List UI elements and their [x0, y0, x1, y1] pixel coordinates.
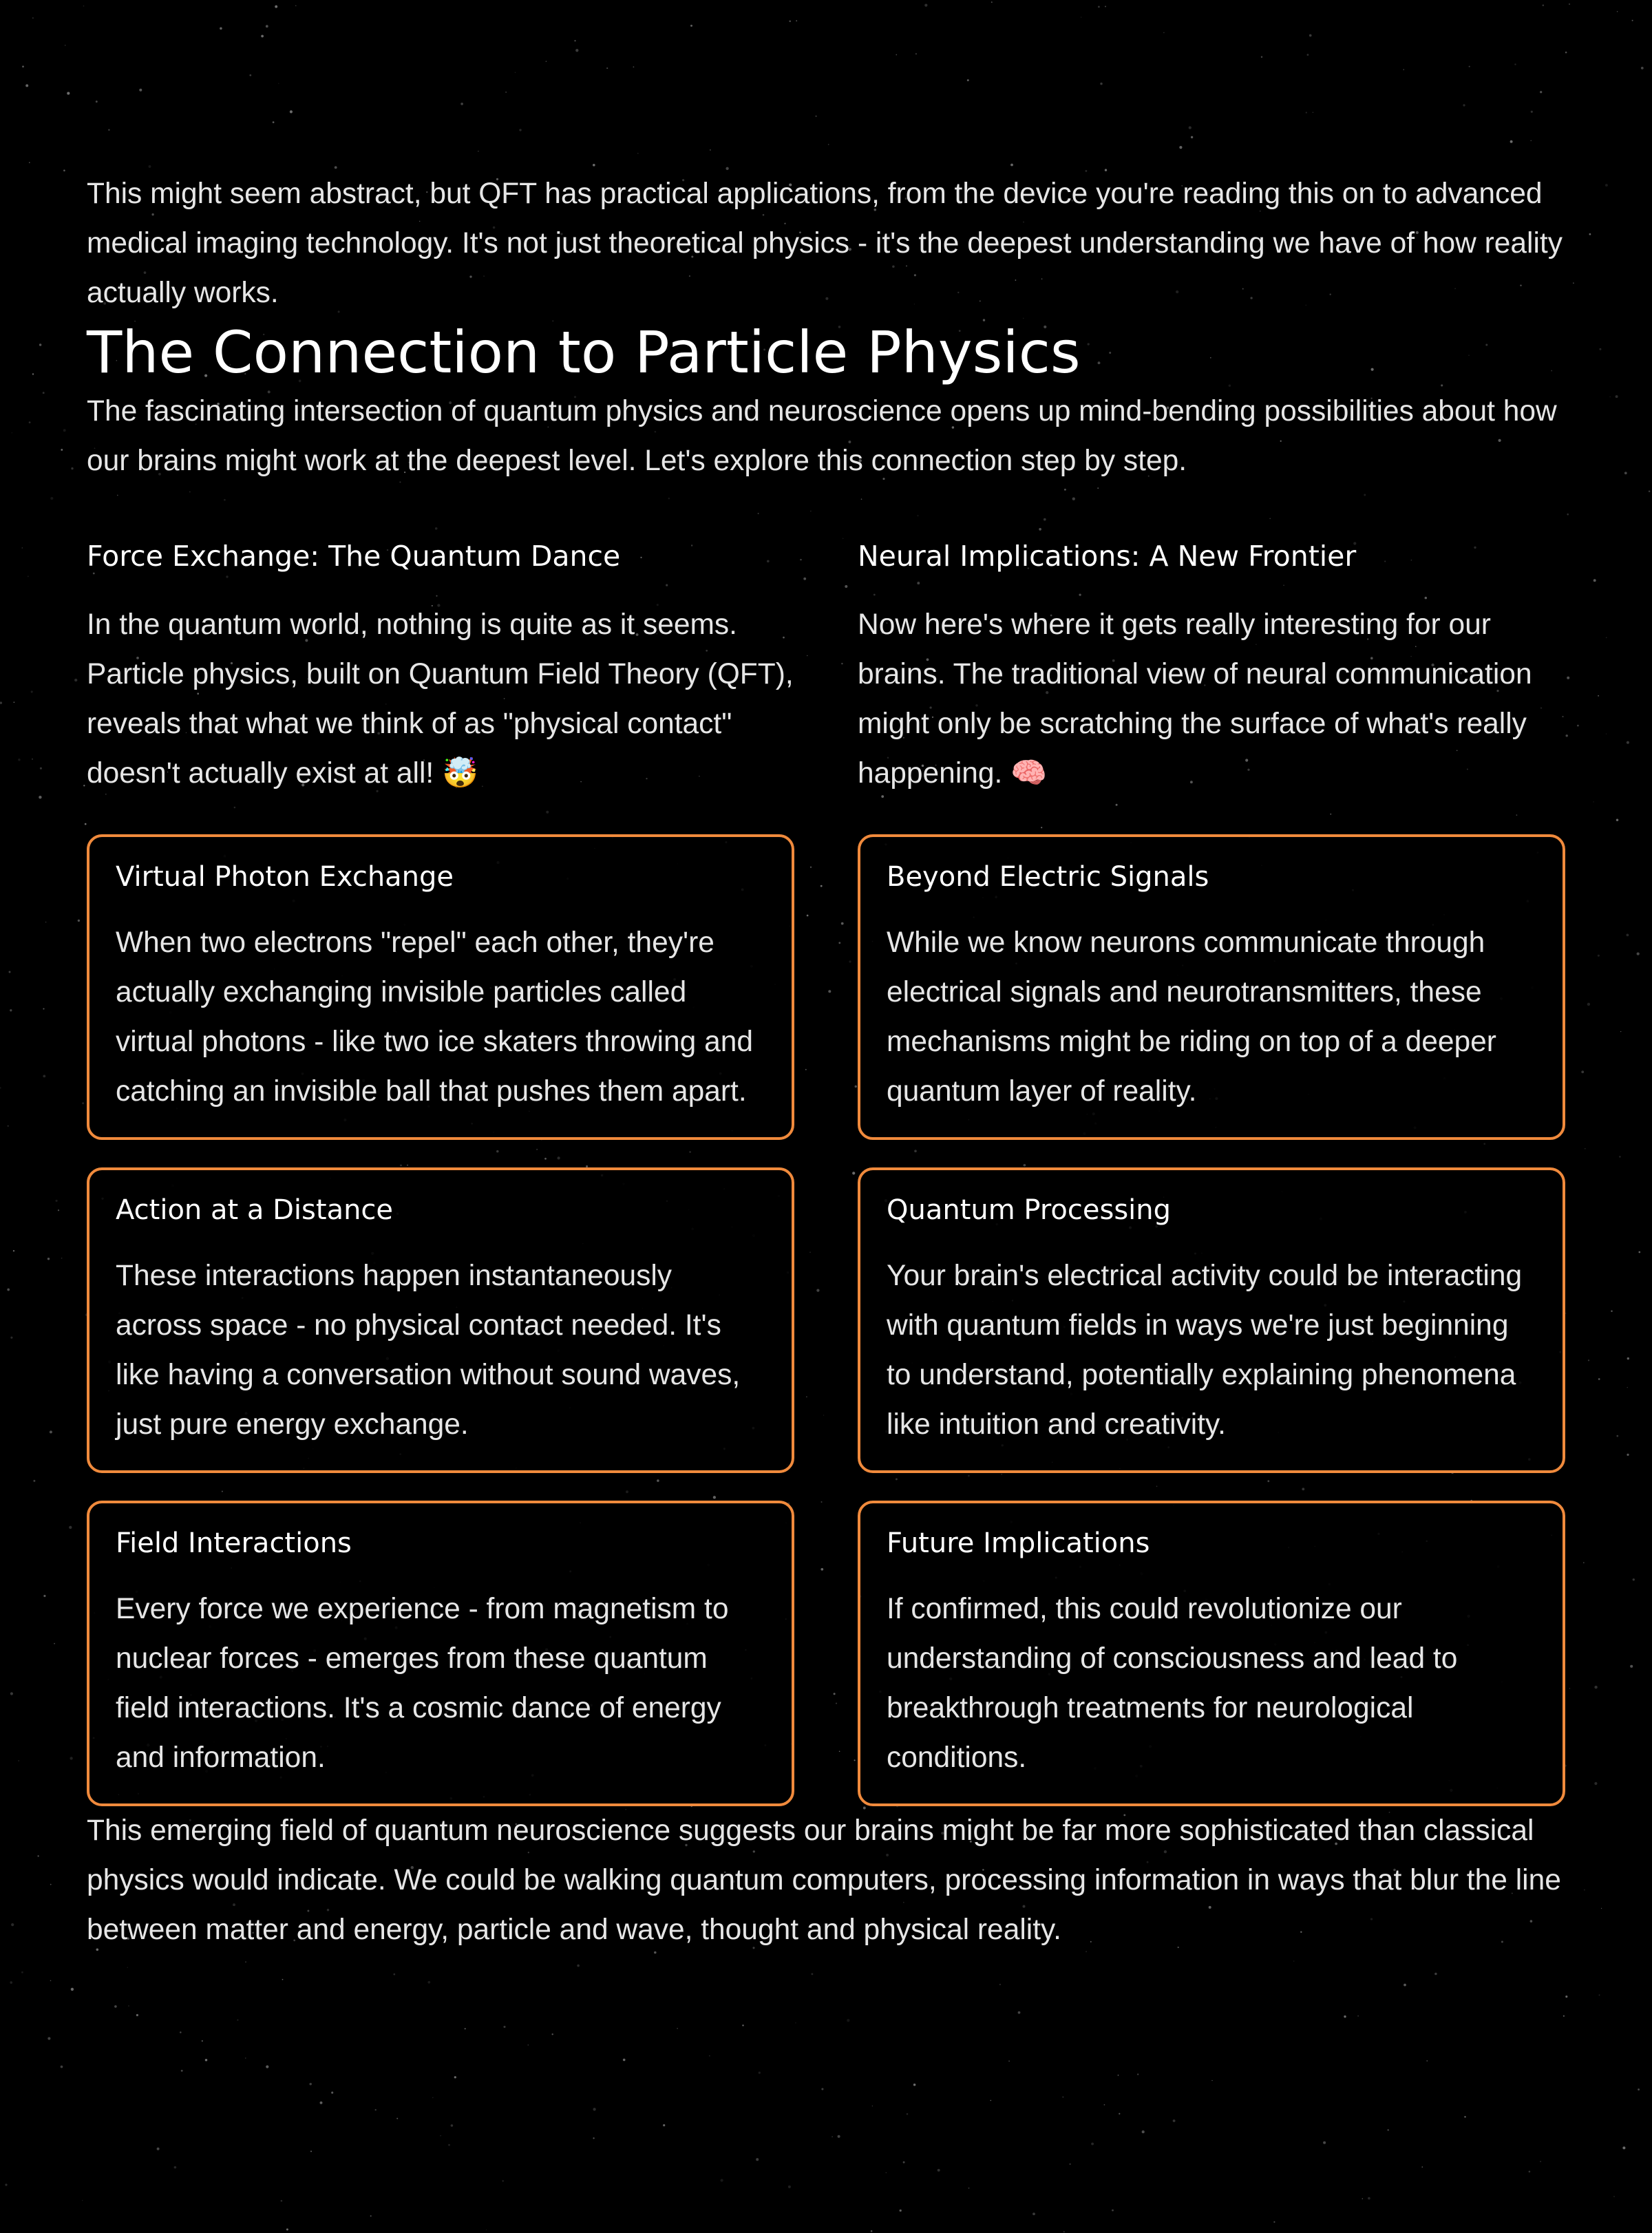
left-column-title: Force Exchange: The Quantum Dance: [87, 540, 621, 573]
star: [451, 2124, 454, 2127]
star: [56, 1200, 58, 1202]
outro-paragraph: This emerging field of quantum neuroscience suggests our brains might be far more sophisticated than classical physics would indicate. We could be walking quantum computers, processing information in ways that blur the line between matter and energy, particle and wave, thought and physical reality.: [87, 1814, 1561, 1946]
star: [900, 2210, 902, 2212]
star: [71, 467, 73, 469]
intro-paragraph: This might seem abstract, but QFT has practical applications, from the device you're reading this on to advanced medical imaging technology. It's not just theoretical physics - it's the deepest understanding we have of how reality actually works.: [87, 178, 1563, 309]
star: [1638, 1251, 1640, 1253]
section-title: The Connection to Particle Physics: [87, 319, 1081, 386]
star: [795, 2022, 796, 2024]
star: [847, 2019, 849, 2022]
star: [1567, 514, 1569, 516]
card-title: Quantum Processing: [887, 1194, 1172, 1226]
card-virtual-photon-exchange: [87, 834, 794, 1140]
star: [1563, 2015, 1565, 2017]
star: [1119, 2113, 1120, 2115]
star: [202, 2040, 203, 2042]
star: [1323, 2141, 1326, 2144]
star: [1091, 2143, 1094, 2146]
star: [811, 1973, 813, 1975]
star: [1632, 20, 1633, 21]
star: [61, 449, 63, 451]
star: [1434, 1973, 1437, 1976]
card-beyond-electric-signals: [858, 834, 1565, 1140]
star: [1638, 2088, 1640, 2091]
star: [1627, 1357, 1629, 1359]
star: [832, 2136, 833, 2137]
star: [1008, 2060, 1010, 2062]
star: [759, 2072, 761, 2074]
star: [11, 1923, 14, 1926]
star: [82, 1102, 84, 1104]
star: [1622, 2146, 1625, 2149]
star: [913, 2084, 916, 2086]
star: [677, 2028, 678, 2029]
star: [83, 6, 85, 7]
star: [181, 2070, 183, 2072]
star: [1630, 1665, 1633, 1668]
star: [1464, 2116, 1465, 2117]
star: [205, 2059, 207, 2061]
star: [83, 785, 85, 786]
star: [448, 2144, 450, 2146]
star: [50, 497, 53, 500]
star: [1565, 52, 1567, 54]
star: [838, 2135, 840, 2138]
star: [43, 1075, 45, 1077]
star: [1584, 1890, 1585, 1891]
star: [903, 2161, 905, 2163]
star: [551, 2033, 553, 2035]
card-text: These interactions happen instantaneously across space - no physical contact needed. It's like having a conversation without sound waves, just pure energy exchange.: [116, 1260, 741, 1441]
star: [375, 2109, 377, 2110]
star: [128, 2005, 129, 2007]
star: [1387, 2129, 1389, 2131]
star: [370, 2215, 372, 2216]
star: [58, 1209, 59, 1211]
star: [593, 2108, 595, 2110]
star: [1211, 2080, 1212, 2081]
star: [71, 1988, 74, 1991]
star: [1357, 2015, 1359, 2017]
star: [1611, 1311, 1612, 1312]
star: [1173, 2119, 1176, 2122]
star: [577, 1965, 580, 1967]
star: [180, 2031, 182, 2033]
card-title: Field Interactions: [116, 1527, 352, 1559]
star: [281, 2200, 283, 2202]
star: [503, 2026, 505, 2028]
star: [14, 701, 15, 703]
star: [1598, 695, 1599, 697]
star: [22, 65, 24, 67]
two-column-layout: [87, 536, 1565, 1806]
star: [396, 2118, 398, 2119]
card-text: When two electrons "repel" each other, they're actually exchanging invisible particles called virtual photons - like two ice skaters throwing and catching an invisible ball that pushes them apart.: [116, 927, 753, 1108]
star: [1573, 282, 1574, 284]
star: [593, 2137, 594, 2139]
star: [1587, 1003, 1590, 1006]
article-content: [87, 0, 1565, 1955]
star: [1593, 579, 1596, 582]
star: [1598, 955, 1600, 957]
star: [50, 1430, 52, 1433]
card-quantum-processing: [858, 1167, 1565, 1473]
star: [1273, 2221, 1275, 2223]
star: [1569, 3, 1570, 5]
star: [1613, 2196, 1615, 2197]
star: [1118, 2075, 1119, 2076]
left-column-text: In the quantum world, nothing is quite as it seems. Particle physics, built on Quantum Field Theory (QFT), reveals that what we think of as "physical contact" doesn't actually exist at all! 🤯: [87, 608, 794, 790]
star: [1293, 1960, 1294, 1961]
card-text: While we know neurons communicate through electrical signals and neurotransmitters, these mechanisms might be riding on top of a deeper quantum layer of reality.: [887, 927, 1496, 1108]
star: [286, 2228, 288, 2230]
star: [282, 1979, 284, 1980]
star: [1601, 1908, 1602, 1909]
star: [10, 1009, 12, 1011]
star: [742, 2024, 743, 2026]
star: [871, 2230, 873, 2232]
star: [886, 2172, 887, 2173]
right-column: [858, 536, 1565, 1806]
star: [47, 1258, 50, 1260]
star: [1637, 952, 1640, 955]
star: [663, 2124, 665, 2126]
star: [1583, 1562, 1585, 1563]
star: [114, 2005, 117, 2008]
star: [393, 1973, 395, 1976]
right-column-text: Now here's where it gets really interesting for our brains. The traditional view of neural communication might only be scratching the surface of what's really happening. 🧠: [858, 608, 1532, 790]
card-title: Virtual Photon Exchange: [116, 861, 454, 893]
star: [709, 2055, 710, 2057]
star: [1529, 2170, 1531, 2172]
star: [245, 1961, 246, 1962]
star: [38, 1855, 39, 1856]
star: [310, 2150, 312, 2152]
card-action-at-a-distance: [87, 1167, 794, 1473]
star: [174, 2166, 177, 2169]
star: [29, 421, 31, 423]
star: [1577, 725, 1579, 727]
star: [43, 392, 45, 394]
star: [70, 1757, 72, 1759]
star: [32, 17, 33, 18]
star: [1588, 1359, 1589, 1361]
star: [331, 2092, 333, 2094]
star: [157, 2148, 160, 2150]
right-column-title: Neural Implications: A New Frontier: [858, 540, 1357, 573]
star: [50, 1884, 52, 1885]
star: [50, 1980, 52, 1982]
star: [78, 920, 80, 922]
card-field-interactions: [87, 1501, 794, 1806]
card-text: Your brain's electrical activity could be interacting with quantum fields in ways we're just beginning to understand, potentially explaining phenomena like intuition and creativity.: [887, 1260, 1523, 1441]
card-future-implications: [858, 1501, 1565, 1806]
star: [1589, 233, 1591, 235]
card-text: Every force we experience - from magnetism to nuclear forces - emerges from these quantum field interactions. It's a cosmic dance of energy and information.: [116, 1593, 729, 1774]
star: [1609, 396, 1611, 398]
star: [465, 2028, 466, 2029]
star: [25, 84, 28, 87]
star: [9, 971, 11, 973]
star: [1641, 67, 1644, 70]
star: [788, 2186, 791, 2188]
star: [440, 2135, 441, 2136]
star: [1616, 395, 1618, 398]
star: [266, 2065, 268, 2068]
star: [527, 2044, 529, 2046]
star: [39, 796, 41, 798]
section-lede: The fascinating intersection of quantum physics and neuroscience opens up mind-bending possibilities about how our brains might work at the deepest level. Let's explore this connection step by step.: [87, 395, 1557, 477]
star: [821, 2088, 823, 2090]
star: [136, 2014, 138, 2016]
star: [1540, 2161, 1541, 2162]
star: [21, 1971, 23, 1973]
star: [31, 690, 33, 692]
star: [18, 759, 20, 761]
star: [61, 2066, 63, 2068]
star: [10, 1692, 13, 1695]
star: [1599, 348, 1601, 350]
star: [1627, 934, 1629, 937]
star: [1069, 2163, 1070, 2165]
star: [1598, 1378, 1600, 1380]
card-text: If confirmed, this could revolutionize our understanding of consciousness and lead to breakthrough treatments for neurological conditions.: [887, 1593, 1458, 1774]
star: [1620, 1031, 1621, 1032]
star: [1362, 2198, 1363, 2199]
star: [1581, 1070, 1584, 1073]
star: [999, 1984, 1001, 1985]
card-title: Beyond Electric Signals: [887, 861, 1209, 893]
star: [427, 1981, 430, 1984]
star: [1137, 2073, 1139, 2075]
star: [47, 2037, 50, 2040]
star: [1421, 2166, 1423, 2168]
star: [43, 1008, 44, 1010]
star: [7, 1289, 10, 1291]
star: [991, 2100, 992, 2102]
star: [245, 2057, 246, 2058]
star: [67, 92, 70, 95]
star: [63, 169, 65, 171]
star: [1032, 2212, 1035, 2215]
star: [1344, 2015, 1346, 2018]
star: [1627, 1454, 1629, 1456]
star: [1624, 472, 1627, 474]
star: [1594, 1782, 1597, 1785]
star: [907, 2113, 909, 2115]
star: [33, 1480, 35, 1482]
star: [29, 162, 30, 163]
star: [8, 1125, 9, 1127]
star: [502, 2180, 504, 2181]
star: [61, 1258, 63, 1259]
star: [1567, 677, 1569, 679]
star: [10, 1337, 12, 1339]
star: [1112, 2210, 1114, 2212]
star: [320, 2102, 323, 2104]
star: [18, 1760, 19, 1761]
star: [1594, 1686, 1597, 1689]
star: [1142, 2130, 1145, 2133]
star: [1616, 819, 1619, 822]
card-title: Action at a Distance: [116, 1194, 394, 1226]
card-title: Future Implications: [887, 1527, 1150, 1559]
star: [1404, 1984, 1406, 1987]
star: [1368, 2197, 1370, 2200]
star: [39, 343, 41, 346]
star: [1649, 490, 1651, 492]
star: [237, 2020, 238, 2021]
star: [1593, 801, 1594, 803]
star: [623, 2059, 626, 2062]
star: [1018, 2011, 1021, 2014]
star: [63, 429, 66, 432]
star: [0, 1087, 1, 1089]
star: [74, 679, 77, 681]
star: [0, 701, 2, 703]
star: [1627, 741, 1629, 744]
star: [432, 2097, 434, 2098]
star: [1565, 734, 1567, 737]
star: [1063, 2231, 1065, 2232]
star: [309, 2083, 311, 2085]
star: [454, 2076, 456, 2078]
star: [1569, 1688, 1571, 1689]
star: [54, 1643, 55, 1644]
star: [40, 768, 42, 770]
star: [82, 2200, 83, 2201]
star: [28, 575, 29, 577]
star: [1565, 1996, 1567, 1998]
star: [32, 373, 34, 374]
star: [1599, 1994, 1600, 1996]
star: [1616, 1435, 1618, 1437]
star: [1617, 11, 1618, 12]
star: [1633, 1578, 1635, 1580]
star: [43, 1595, 45, 1597]
star: [968, 2188, 970, 2189]
star: [1619, 1156, 1620, 1157]
star: [10, 1981, 12, 1984]
star: [720, 2179, 723, 2181]
star: [1104, 2104, 1105, 2106]
star: [1606, 637, 1607, 639]
star: [69, 1526, 72, 1529]
star: [756, 2158, 759, 2161]
star: [22, 547, 23, 549]
star: [938, 2169, 940, 2172]
star: [1426, 2060, 1428, 2062]
star: [13, 1250, 14, 1251]
star: [1605, 184, 1608, 187]
star: [32, 759, 33, 760]
left-column: [87, 536, 794, 1806]
star: [5, 2183, 7, 2186]
